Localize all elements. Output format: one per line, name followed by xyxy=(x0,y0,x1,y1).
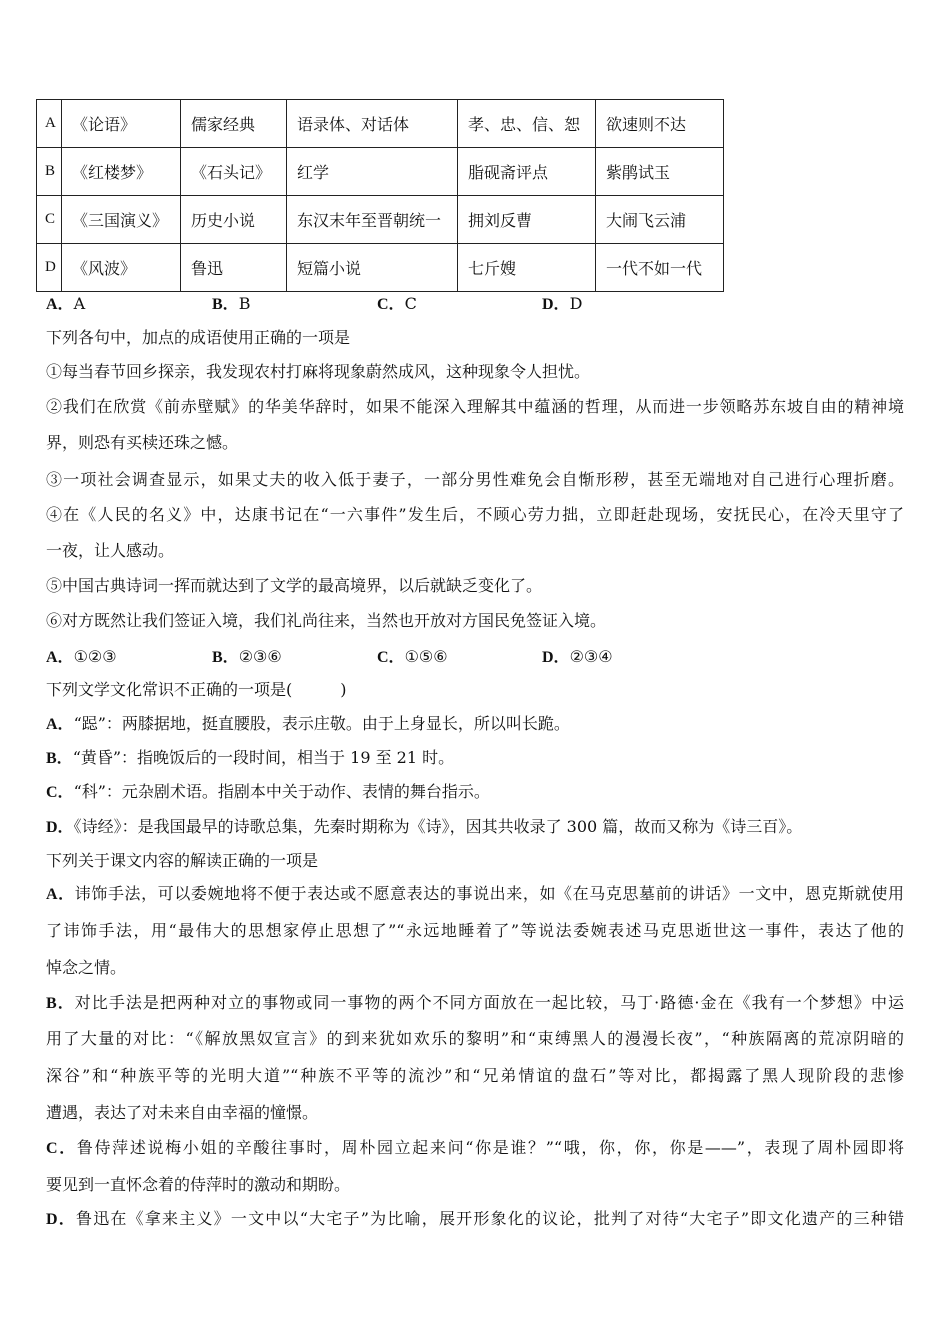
table-row xyxy=(37,148,724,196)
option-a[interactable]: A．讳饰手法，可以委婉地将不便于表达或不愿意表达的事说出来，如《在马克思墓前的讲话》一文中，恩克斯就使用 xyxy=(46,884,904,903)
sentence-6: ⑥对方既然让我们签证入境，我们礼尚往来，当然也开放对方国民免签证入境。 xyxy=(46,611,607,630)
option-b[interactable]: B．对比手法是把两种对立的事物或同一事物的两个不同方面放在一起比较，马丁·路德·金在《我有一个梦想》中运 xyxy=(46,993,904,1012)
table-cell: 《三国演义》 xyxy=(62,196,181,244)
comparison-table xyxy=(36,99,724,292)
row-key: D xyxy=(37,244,62,292)
table-row xyxy=(37,196,724,244)
option-c-cont: 要见到一直怀念着的侍萍时的激动和期盼。 xyxy=(46,1175,351,1194)
table-cell: 儒家经典 xyxy=(181,100,287,148)
option-c[interactable]: C．鲁侍萍述说梅小姐的辛酸往事时，周朴园立起来问“你是谁？”“哦，你，你，你是——”，表现了周朴园即将 xyxy=(46,1138,904,1157)
row-key: C xyxy=(37,196,62,244)
table-cell: 红学 xyxy=(287,148,458,196)
sentence-2: ②我们在欣赏《前赤壁赋》的华美华辞时，如果不能深入理解其中蕴涵的哲理，从而进一步领略苏东坡自由的精神境 xyxy=(46,397,904,416)
option-d[interactable]: D．《诗经》：是我国最早的诗歌总集，先秦时期称为《诗》，因其共收录了 300 篇，故而又称为《诗三百》。 xyxy=(46,817,803,836)
table-cell: 历史小说 xyxy=(181,196,287,244)
option-b[interactable]: B．②③⑥ xyxy=(212,647,282,666)
table-row xyxy=(37,100,724,148)
option-b-cont: 遭遇，表达了对未来自由幸福的憧憬。 xyxy=(46,1103,319,1122)
table-cell: 紫鹃试玉 xyxy=(596,148,724,196)
table-cell: 《石头记》 xyxy=(181,148,287,196)
option-a-cont: 悼念之情。 xyxy=(46,958,127,977)
option-a[interactable]: A．“跽”：两膝据地，挺直腰股，表示庄敬。由于上身显长，所以叫长跪。 xyxy=(46,714,570,733)
question-stem: 下列关于课文内容的解读正确的一项是 xyxy=(46,851,319,870)
table-cell: 一代不如一代 xyxy=(596,244,724,292)
row-key: A xyxy=(37,100,62,148)
question-stem: 下列各句中，加点的成语使用正确的一项是 xyxy=(46,328,351,347)
sentence-4: ④在《人民的名义》中，达康书记在“一六事件”发生后，不顾心劳力拙，立即赶赴现场，安抚民心，在冷天里守了 xyxy=(46,505,904,524)
table-cell: 拥刘反曹 xyxy=(458,196,596,244)
option-d[interactable]: D．鲁迅在《拿来主义》一文中以“大宅子”为比喻，展开形象化的议论，批判了对待“大宅子”即文化遗产的三种错 xyxy=(46,1209,904,1228)
table-cell: 七斤嫂 xyxy=(458,244,596,292)
table-cell: 短篇小说 xyxy=(287,244,458,292)
sentence-4-cont: 一夜，让人感动。 xyxy=(46,541,175,560)
row-key: B xyxy=(37,148,62,196)
sentence-2-cont: 界，则恐有买椟还珠之憾。 xyxy=(46,433,239,452)
table-cell: 大闹飞云浦 xyxy=(596,196,724,244)
option-a-cont: 了讳饰手法，用“最伟大的思想家停止思想了”“永远地睡着了”等说法委婉表述马克思逝世这一事件，表达了他的 xyxy=(46,921,904,940)
option-c[interactable]: C．①⑤⑥ xyxy=(377,647,448,666)
table-cell: 脂砚斋评点 xyxy=(458,148,596,196)
sentence-3: ③一项社会调查显示，如果丈夫的收入低于妻子，一部分男性难免会自惭形秽，甚至无端地对自己进行心理折磨。 xyxy=(46,470,904,489)
table-cell: 东汉末年至晋朝统一 xyxy=(287,196,458,244)
option-a[interactable]: A．A xyxy=(46,294,86,313)
table-row xyxy=(37,244,724,292)
table-cell: 孝、忠、信、恕 xyxy=(458,100,596,148)
table-cell: 《风波》 xyxy=(62,244,181,292)
option-d[interactable]: D．②③④ xyxy=(542,647,613,666)
option-d[interactable]: D．D xyxy=(542,294,583,313)
option-b-cont: 用了大量的对比：“《解放黑奴宣言》的到来犹如欢乐的黎明”和“束缚黑人的漫漫长夜”，“种族隔离的荒凉阴暗的 xyxy=(46,1029,904,1048)
sentence-1: ①每当春节回乡探亲，我发现农村打麻将现象蔚然成风，这种现象令人担忧。 xyxy=(46,362,591,381)
option-b[interactable]: B．B xyxy=(212,294,251,313)
table-cell: 语录体、对话体 xyxy=(287,100,458,148)
option-b[interactable]: B．“黄昏”：指晚饭后的一段时间，相当于 19 至 21 时。 xyxy=(46,748,455,767)
option-b-cont: 深谷”和“种族平等的光明大道”“种族不平等的流沙”和“兄弟情谊的盘石”等对比，都揭露了黑人现阶段的悲惨 xyxy=(46,1066,904,1085)
table-cell: 《红楼梦》 xyxy=(62,148,181,196)
table-cell: 鲁迅 xyxy=(181,244,287,292)
option-c[interactable]: C．“科”：元杂剧术语。指剧本中关于动作、表情的舞台指示。 xyxy=(46,782,490,801)
sentence-5: ⑤中国古典诗词一挥而就达到了文学的最高境界，以后就缺乏变化了。 xyxy=(46,576,543,595)
table-cell: 欲速则不达 xyxy=(596,100,724,148)
table-cell: 《论语》 xyxy=(62,100,181,148)
option-c[interactable]: C．C xyxy=(377,294,417,313)
option-a[interactable]: A．①②③ xyxy=(46,647,117,666)
question-stem: 下列文学文化常识不正确的一项是( ) xyxy=(46,680,347,699)
